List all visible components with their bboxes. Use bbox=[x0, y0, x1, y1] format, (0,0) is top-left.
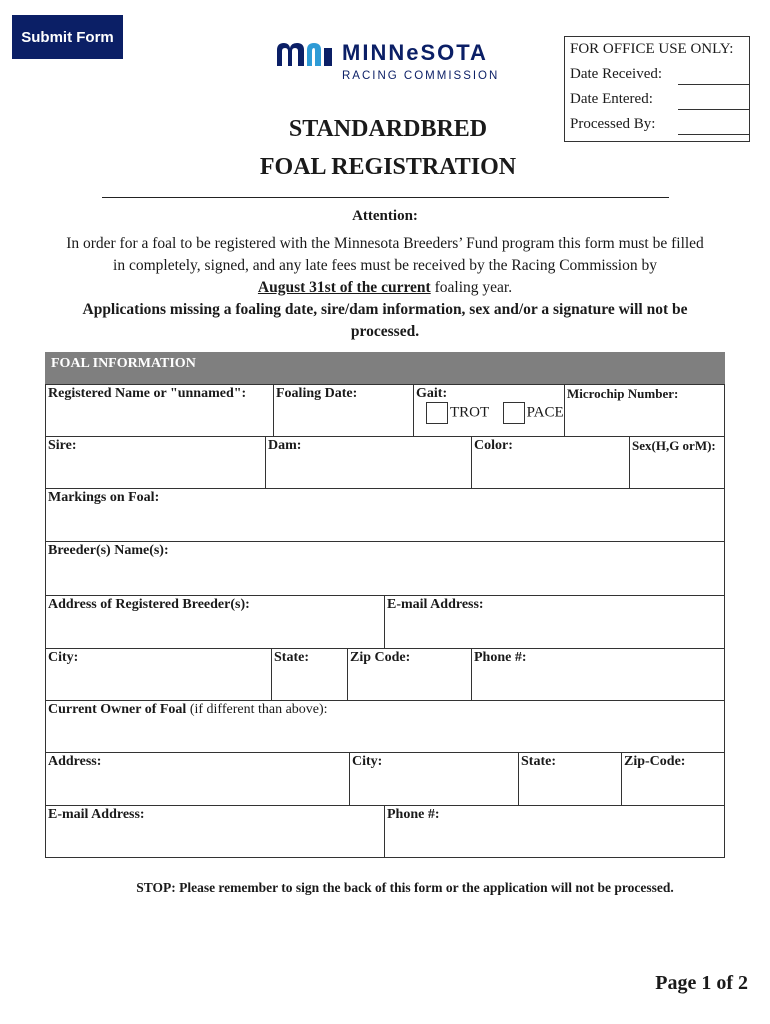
attention-heading: Attention: bbox=[352, 208, 418, 224]
zip-code-label: Zip Code: bbox=[350, 650, 411, 665]
city-field[interactable] bbox=[45, 648, 272, 701]
gait-label: Gait: bbox=[416, 386, 448, 401]
date-received-label: Date Received: bbox=[570, 66, 663, 82]
owner-email-label: E-mail Address: bbox=[48, 807, 145, 822]
minnesota-racing-commission-logo bbox=[275, 36, 505, 86]
microchip-field[interactable] bbox=[564, 384, 725, 437]
current-owner-label: Current Owner of Foal bbox=[48, 702, 187, 717]
registered-name-label: Registered Name or "unnamed": bbox=[48, 386, 247, 401]
zip-code-field[interactable] bbox=[347, 648, 472, 701]
stop-notice: STOP: Please remember to sign the back of this form or the application will not be processed. bbox=[136, 880, 674, 895]
office-date-received bbox=[570, 66, 749, 91]
foaling-date-label: Foaling Date: bbox=[276, 386, 358, 401]
owner-phone-label: Phone #: bbox=[387, 807, 440, 822]
owner-city-label: City: bbox=[352, 754, 383, 769]
owner-email-field[interactable] bbox=[45, 805, 385, 858]
mn-logo-icon bbox=[275, 40, 335, 68]
sex-field[interactable] bbox=[629, 436, 725, 489]
owner-phone-field[interactable] bbox=[384, 805, 725, 858]
owner-state-field[interactable] bbox=[518, 752, 622, 806]
section-header: FOAL INFORMATION bbox=[45, 352, 725, 384]
pace-checkbox[interactable] bbox=[503, 402, 525, 424]
intro-text: In order for a foal to be registered with the Minnesota Breeders’ Fund program this form must be filled in completely, signed, and any late fees must be received by the Racing Commission by bbox=[66, 235, 704, 274]
breeder-email-label: E-mail Address: bbox=[387, 597, 484, 612]
office-date-entered bbox=[570, 91, 749, 116]
processed-by-label: Processed By: bbox=[570, 116, 656, 132]
current-owner-note: (if different than above): bbox=[189, 702, 328, 717]
form-title-line2: FOAL REGISTRATION bbox=[259, 154, 517, 180]
intro-text-end: foaling year. bbox=[434, 279, 513, 296]
markings-field[interactable] bbox=[45, 488, 725, 542]
page-number: Page 1 of 2 bbox=[655, 972, 748, 994]
markings-label: Markings on Foal: bbox=[48, 490, 160, 505]
microchip-label: Microchip Number: bbox=[567, 386, 679, 401]
trot-label: TROT bbox=[450, 404, 490, 421]
owner-zip-code-field[interactable] bbox=[621, 752, 725, 806]
owner-address-label: Address: bbox=[48, 754, 102, 769]
owner-city-field[interactable] bbox=[349, 752, 519, 806]
logo-wordmark: MINNeSOTA bbox=[342, 40, 488, 65]
dam-label: Dam: bbox=[268, 438, 302, 453]
sex-label: Sex(H,G orM): bbox=[632, 438, 716, 453]
phone-field[interactable] bbox=[471, 648, 725, 701]
breeders-name-field[interactable] bbox=[45, 541, 725, 596]
color-field[interactable] bbox=[471, 436, 630, 489]
submit-form-button[interactable]: Submit Form bbox=[12, 15, 123, 59]
gait-field bbox=[413, 384, 565, 437]
sire-field[interactable] bbox=[45, 436, 266, 489]
foaling-date-field[interactable] bbox=[273, 384, 414, 437]
office-heading: FOR OFFICE USE ONLY: bbox=[570, 41, 734, 57]
pace-label: PACE bbox=[526, 404, 564, 421]
state-label: State: bbox=[274, 650, 309, 665]
foal-information-form bbox=[45, 352, 725, 858]
trot-checkbox[interactable] bbox=[426, 402, 448, 424]
color-label: Color: bbox=[474, 438, 513, 453]
logo-subtitle: RACING COMMISSION bbox=[342, 70, 500, 82]
form-title-line1: STANDARDBRED bbox=[288, 116, 488, 142]
breeder-email-field[interactable] bbox=[384, 595, 725, 649]
current-owner-field[interactable] bbox=[45, 700, 725, 753]
date-entered-label: Date Entered: bbox=[570, 91, 653, 107]
breeders-name-label: Breeder(s) Name(s): bbox=[48, 543, 169, 558]
owner-zip-code-label: Zip-Code: bbox=[624, 754, 686, 769]
city-label: City: bbox=[48, 650, 79, 665]
deadline-text: August 31st of the current bbox=[257, 279, 431, 296]
dam-field[interactable] bbox=[265, 436, 472, 489]
warning-paragraph: Applications missing a foaling date, sire/dam information, sex and/or a signature will not be processed. bbox=[82, 301, 688, 340]
breeder-address-label: Address of Registered Breeder(s): bbox=[48, 597, 250, 612]
sire-label: Sire: bbox=[48, 438, 77, 453]
state-field[interactable] bbox=[271, 648, 348, 701]
owner-state-label: State: bbox=[521, 754, 556, 769]
title-divider bbox=[102, 197, 669, 198]
phone-label: Phone #: bbox=[474, 650, 527, 665]
owner-address-field[interactable] bbox=[45, 752, 350, 806]
intro-paragraph bbox=[62, 233, 708, 299]
breeder-address-field[interactable] bbox=[45, 595, 385, 649]
registered-name-field[interactable] bbox=[45, 384, 274, 437]
